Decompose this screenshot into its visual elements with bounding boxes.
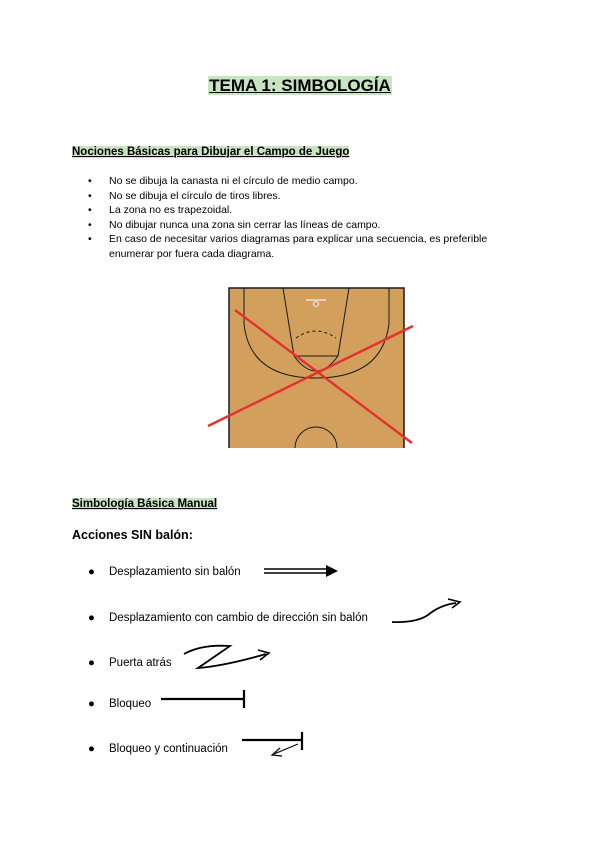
- court-floor: [229, 288, 404, 448]
- bullet-icon: ●: [88, 743, 95, 755]
- page-title-wrap: [0, 76, 600, 96]
- symbol-label: Puerta atrás: [109, 657, 172, 669]
- list-item: • En caso de necesitar varios diagramas para explicar una secuencia, es preferible enumerar por fuera cada diagrama.: [72, 232, 522, 261]
- symbol-label: Bloqueo y continuación: [109, 743, 228, 755]
- zigzag-arrow-icon: [180, 640, 276, 674]
- symbol-label: Desplazamiento con cambio de dirección sin balón: [109, 612, 368, 624]
- double-line-arrow-icon: [262, 563, 342, 579]
- list-item: • No se dibuja la canasta ni el círculo de medio campo.: [72, 174, 522, 189]
- symbol-label: Desplazamiento sin balón: [109, 566, 241, 578]
- section-heading-court: Nociones Básicas para Dibujar el Campo de Juego: [72, 146, 350, 158]
- section-heading-symbols: Simbología Básica Manual: [72, 498, 218, 510]
- page-title: TEMA 1: SIMBOLOGÍA: [209, 76, 391, 95]
- list-item: • No se dibuja el círculo de tiros libres.: [72, 189, 522, 204]
- bullet-icon: ●: [88, 657, 95, 669]
- bullet-icon: ●: [88, 566, 95, 578]
- subheading-actions-without-ball: Acciones SIN balón:: [72, 528, 193, 542]
- screen-line-icon: [158, 688, 250, 710]
- curved-arrow-icon: [388, 597, 468, 627]
- court-diagram: [206, 286, 414, 448]
- court-rules-list: [72, 174, 522, 261]
- list-item: • La zona no es trapezoidal.: [72, 203, 522, 218]
- bullet-icon: ●: [88, 698, 95, 710]
- bullet-icon: ●: [88, 612, 95, 624]
- list-item: • No dibujar nunca una zona sin cerrar las líneas de campo.: [72, 218, 522, 233]
- screen-roll-arrow-icon: [240, 730, 310, 758]
- symbol-label: Bloqueo: [109, 698, 152, 710]
